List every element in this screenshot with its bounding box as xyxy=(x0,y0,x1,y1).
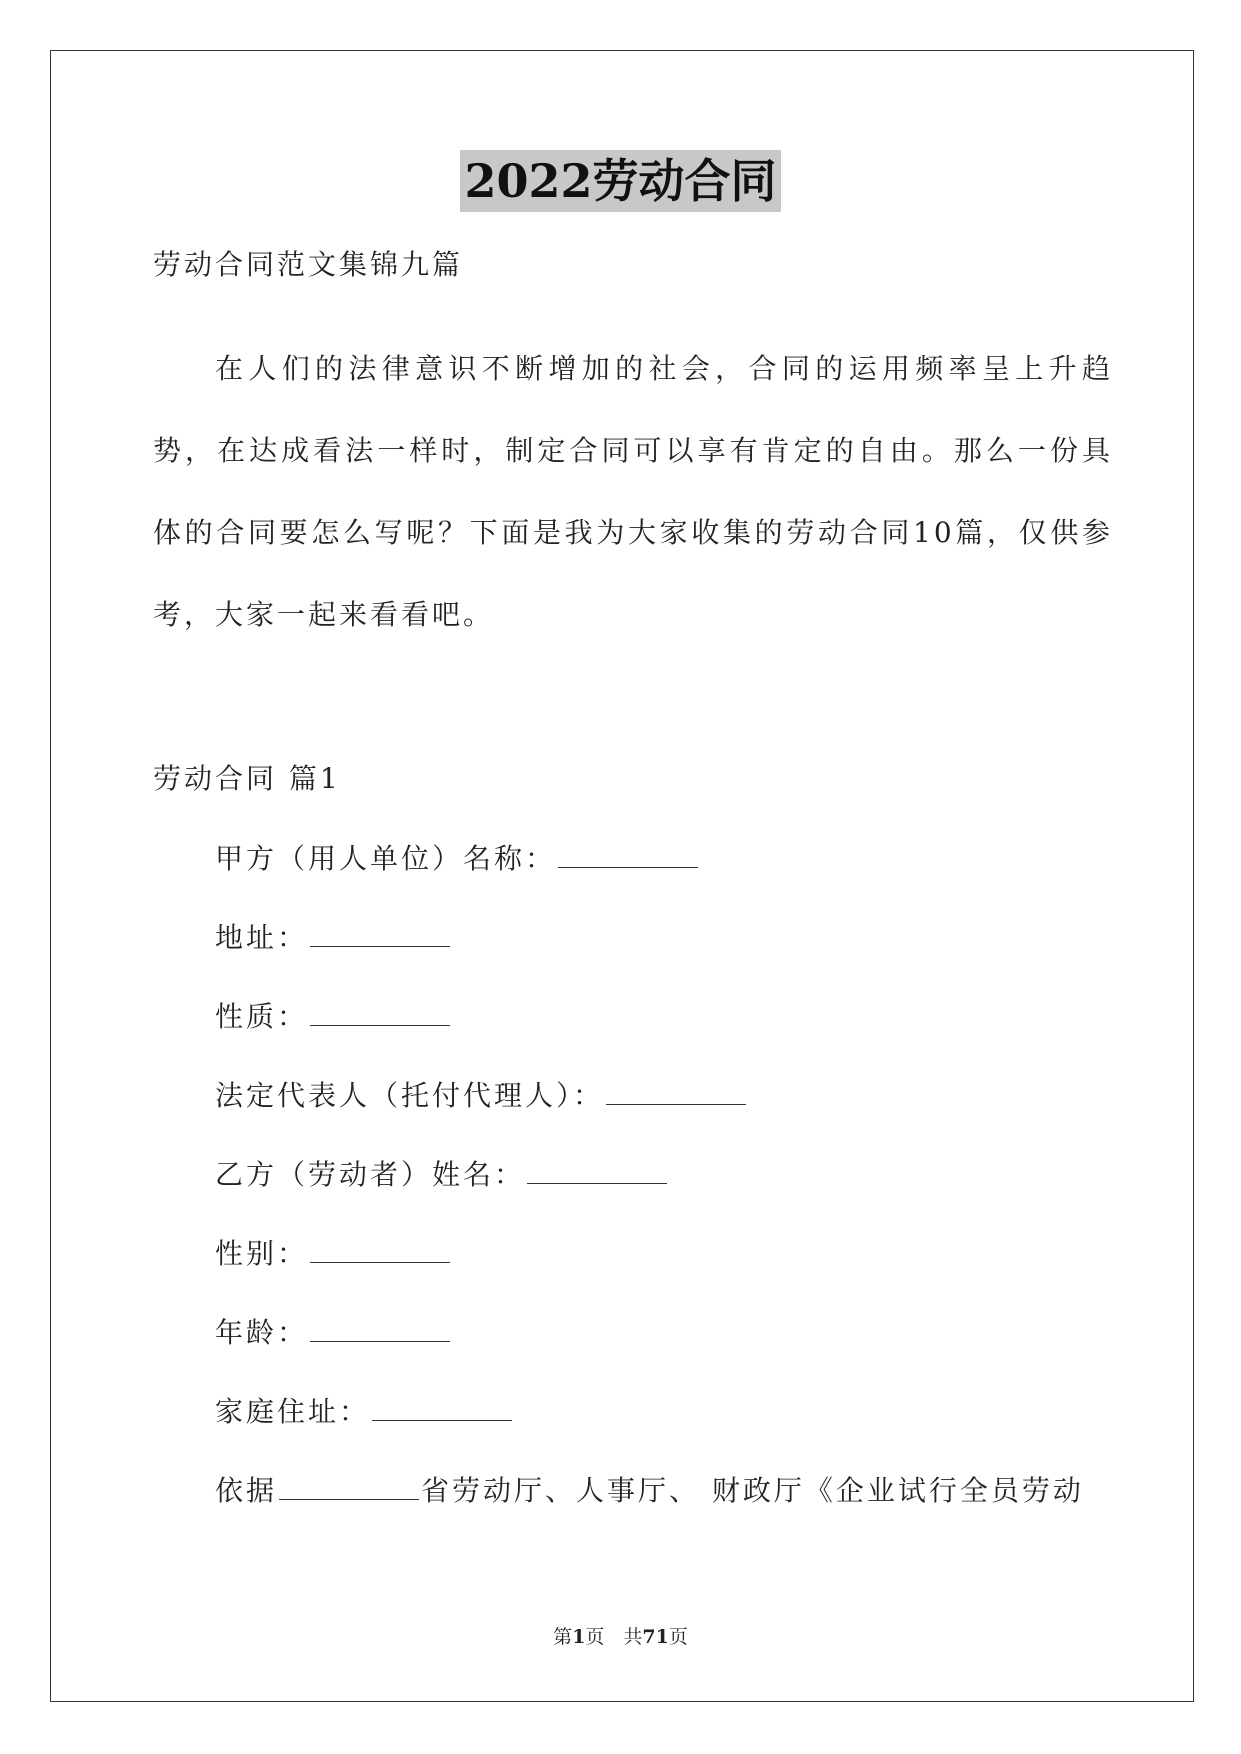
basis-suffix: 省劳动厅、人事厅、 财政厅《企业试行全员劳动 xyxy=(421,1474,1084,1507)
page-total: 71 xyxy=(642,1626,669,1648)
blank-line xyxy=(527,1155,667,1184)
field-age xyxy=(215,1308,450,1358)
field-party-b-name xyxy=(215,1150,667,1200)
field-label: 家庭住址： xyxy=(215,1395,371,1428)
page-footer xyxy=(0,1622,1241,1649)
basis-prefix: 依据 xyxy=(215,1474,278,1507)
field-label: 甲方（用人单位）名称： xyxy=(215,842,557,875)
field-label: 年龄： xyxy=(215,1316,309,1349)
page-prefix: 第 xyxy=(553,1626,573,1648)
blank-line xyxy=(372,1392,512,1421)
field-party-a-name xyxy=(215,834,698,884)
blank-line xyxy=(310,918,450,947)
section-heading: 劳动合同 篇1 xyxy=(153,762,341,795)
document-subtitle: 劳动合同范文集锦九篇 xyxy=(153,248,464,281)
field-label: 法定代表人（托付代理人）： xyxy=(215,1079,605,1112)
field-label: 乙方（劳动者）姓名： xyxy=(215,1158,526,1191)
field-label: 性别： xyxy=(215,1237,309,1270)
blank-line xyxy=(310,1234,450,1263)
page-suffix: 页 xyxy=(668,1626,688,1648)
blank-line xyxy=(310,1313,450,1342)
field-nature xyxy=(215,992,450,1042)
blank-line xyxy=(606,1076,746,1105)
field-address xyxy=(215,913,450,963)
page-current: 1 xyxy=(572,1626,586,1648)
field-home-address xyxy=(215,1387,512,1437)
intro-paragraph: 在人们的法律意识不断增加的社会，合同的运用频率呈上升趋势，在达成看法一样时，制定合同可以享有肯定的自由。那么一份具体的合同要怎么写呢？下面是我为大家收集的劳动合同10篇，仅供参考，大家一起来看看吧。 xyxy=(153,352,1113,631)
basis-line xyxy=(215,1466,1084,1516)
field-label: 性质： xyxy=(215,1000,309,1033)
field-legal-rep xyxy=(215,1071,746,1121)
blank-line xyxy=(279,1471,419,1500)
blank-line xyxy=(310,997,450,1026)
title-container xyxy=(0,150,1241,212)
page-mid: 页 共 xyxy=(585,1626,643,1648)
document-title: 2022劳动合同 xyxy=(460,150,780,212)
field-gender xyxy=(215,1229,450,1279)
field-label: 地址： xyxy=(215,921,309,954)
blank-line xyxy=(558,839,698,868)
